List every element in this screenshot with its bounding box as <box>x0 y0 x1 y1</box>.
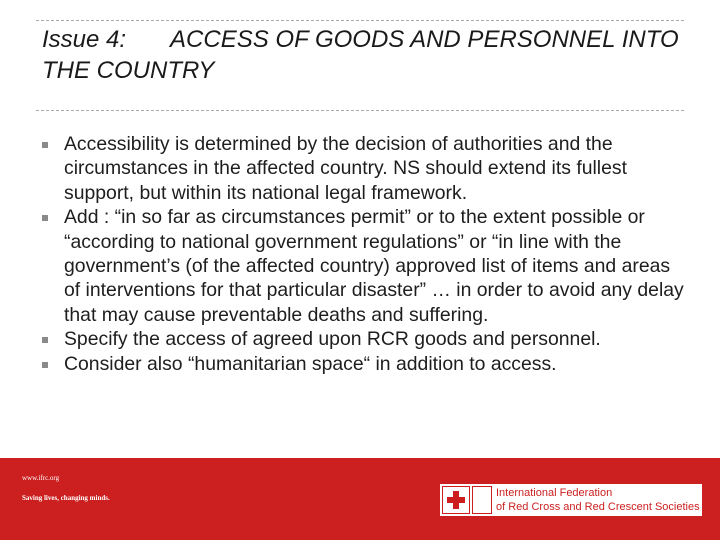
square-bullet-icon <box>42 215 48 221</box>
top-divider <box>36 20 684 21</box>
square-bullet-icon <box>42 142 48 148</box>
bullet-item <box>40 352 690 376</box>
bullet-text: Add : “in so far as circumstances permit” or to the extent possible or “according to national government regulations” or “in line with the government’s (of the affected country) approved list of items and areas of interventions for that particular disaster” … in order to avoid any delay that may cause preventable deaths and suffering. <box>64 206 684 326</box>
bullet-item <box>40 132 690 205</box>
org-name-line1: International Federation <box>496 487 613 499</box>
bullet-item <box>40 327 690 351</box>
org-name <box>496 486 700 514</box>
ifrc-logo <box>440 484 702 516</box>
issue-label: Issue 4: <box>42 26 127 53</box>
org-name-line2: of Red Cross and Red Crescent Societies <box>496 501 700 513</box>
square-bullet-icon <box>42 362 48 368</box>
issue-title: ACCESS OF GOODS AND PERSONNEL INTO THE COUNTRY <box>42 26 679 84</box>
bullet-text: Accessibility is determined by the decision of authorities and the circumstances in the affected country. NS should extend its fullest support, but within its national legal framework. <box>64 133 627 204</box>
footer-url[interactable]: www.ifrc.org <box>22 474 60 482</box>
bullet-item <box>40 205 690 327</box>
slide-title <box>42 24 692 86</box>
square-bullet-icon <box>42 337 48 343</box>
bullet-text: Specify the access of agreed upon RCR goods and personnel. <box>64 328 601 351</box>
bullet-text: Consider also “humanitarian space“ in addition to access. <box>64 352 557 375</box>
footer-tagline: Saving lives, changing minds. <box>22 494 110 502</box>
bullet-list <box>40 132 690 376</box>
red-cross-icon <box>442 486 470 514</box>
red-crescent-icon <box>472 486 492 514</box>
title-divider <box>36 110 684 111</box>
